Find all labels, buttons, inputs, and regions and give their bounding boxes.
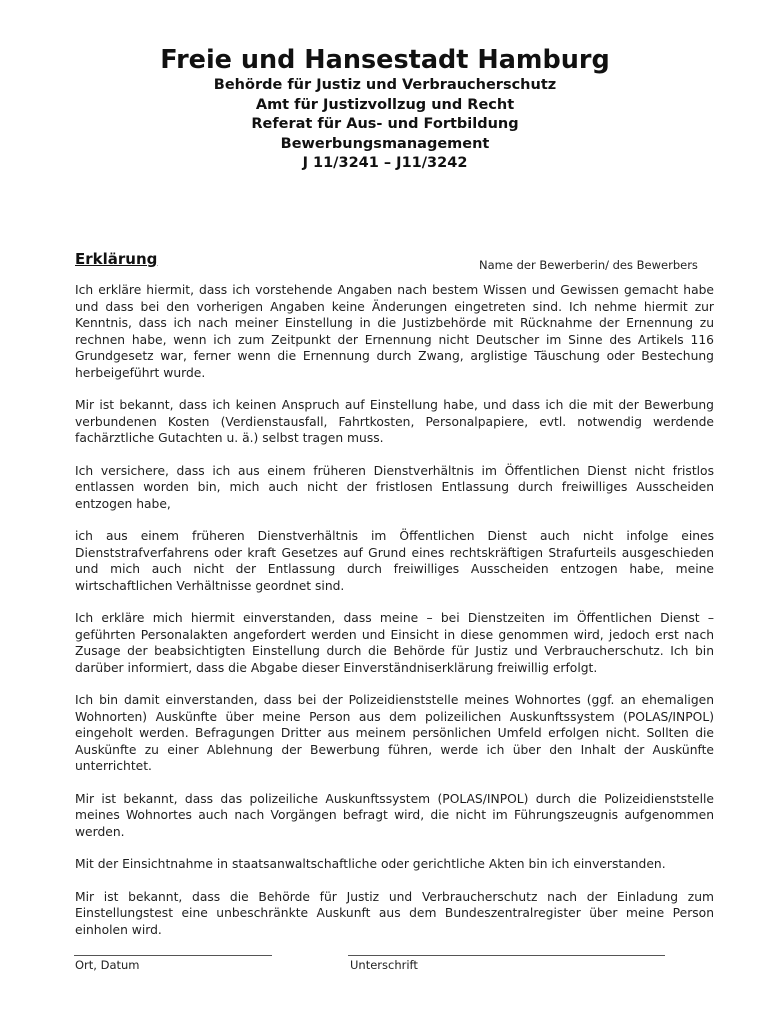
paragraph-4: ich aus einem früheren Dienstverhältnis im Öffentlichen Dienst auch nicht infolge eines Dienststrafverfahrens oder kraft Gesetzes auf Grund eines rechtskräftigen Strafurteils ausgeschieden und mich auch nicht der Entlassung durch freiwilliges Ausscheiden entzogen habe, meine wirtschaftlichen Verhältnisse geordnet sind.: [75, 529, 714, 593]
paragraph-2: Mir ist bekannt, dass ich keinen Anspruch auf Einstellung habe, und dass ich die mit der Bewerbung verbundenen Kosten (Verdienstausfall, Fahrtkosten, Personalpapiere, evtl. notwendig werdende fachärztliche Gutachten u. ä.) selbst tragen muss.: [75, 398, 714, 445]
signature-label: Unterschrift: [350, 958, 418, 972]
place-date-line[interactable]: [74, 955, 272, 956]
paragraph-3: Ich versichere, dass ich aus einem früheren Dienstverhältnis im Öffentlichen Dienst nicht fristlos entlassen worden bin, mich auch nicht der fristlosen Entlassung durch freiwilliges Ausscheiden entzogen habe,: [75, 463, 714, 511]
paragraph-1: Ich erkläre hiermit, dass ich vorstehende Angaben nach bestem Wissen und Gewissen gemacht habe und dass bei den vorherigen Angaben keine Änderungen eingetreten sind. Ich nehme hiermit zur Kenntnis, dass ich nach meiner Einstellung in die Justizbehörde mit Rücknahme der Ernennung zu rechnen habe, wenn ich zum Zeitpunkt der Ernennung nicht Deutscher im Sinne des Artikels 116 Grundgesetz war, ferner wenn die Ernennung durch Zwang, arglistige Täuschung oder Bestechung herbeigeführt wurde.: [75, 283, 714, 380]
office-name: Amt für Justizvollzug und Recht: [255, 96, 515, 113]
document-header: [0, 44, 770, 174]
applicant-name-label: Name der Bewerberin/ des Bewerbers: [479, 258, 698, 272]
unit-name: Referat für Aus- und Fortbildung: [251, 116, 519, 132]
paragraph-8: Mit der Einsichtnahme in staatsanwaltschaftliche oder gerichtliche Akten bin ich einverstanden.: [75, 857, 666, 871]
declaration-body: [75, 282, 714, 954]
authority-title: Freie und Hansestadt Hamburg: [160, 45, 610, 75]
place-date-label: Ort, Datum: [75, 958, 140, 972]
paragraph-6: Ich bin damit einverstanden, dass bei der Polizeidienststelle meines Wohnortes (ggf. an ehemaligen Wohnorten) Auskünfte über meine Person aus dem polizeilichen Auskunftssystem (POLAS/INPOL) eingeholt werden. Befragungen Dritter aus meinem persönlichen Umfeld erfolgen nicht. Sollten die Auskünfte zu einer Ablehnung der Bewerbung führen, werde ich über den Inhalt der Auskünfte unterrichtet.: [75, 693, 714, 773]
paragraph-5: Ich erkläre mich hiermit einverstanden, dass meine – bei Dienstzeiten im Öffentlichen Dienst – geführten Personalakten angefordert werden und Einsicht in diese genommen wird, jedoch erst nach Zusage der beabsichtigten Einstellung durch die Behörde für Justiz und Verbraucherschutz. Ich bin darüber informiert, dass die Abgabe dieser Einverständniserklärung freiwillig erfolgt.: [75, 611, 714, 675]
reference-number: J 11/3241 – J11/3242: [302, 155, 468, 171]
department-name: Behörde für Justiz und Verbraucherschutz: [213, 77, 557, 93]
signature-line[interactable]: [348, 955, 665, 956]
paragraph-9: Mir ist bekannt, dass die Behörde für Justiz und Verbraucherschutz nach der Einladung zum Einstellungstest eine unbeschränkte Auskunft aus dem Bundeszentralregister über meine Person einholen wird.: [75, 889, 714, 937]
paragraph-7: Mir ist bekannt, dass das polizeiliche Auskunftssystem (POLAS/INPOL) durch die Polizeidienststelle meines Wohnortes auch nach Vorgängen befragt wird, die nicht im Führungszeugnis aufgenommen werden.: [75, 791, 714, 839]
section-heading: Erklärung: [75, 250, 158, 268]
management-name: Bewerbungsmanagement: [280, 135, 490, 152]
